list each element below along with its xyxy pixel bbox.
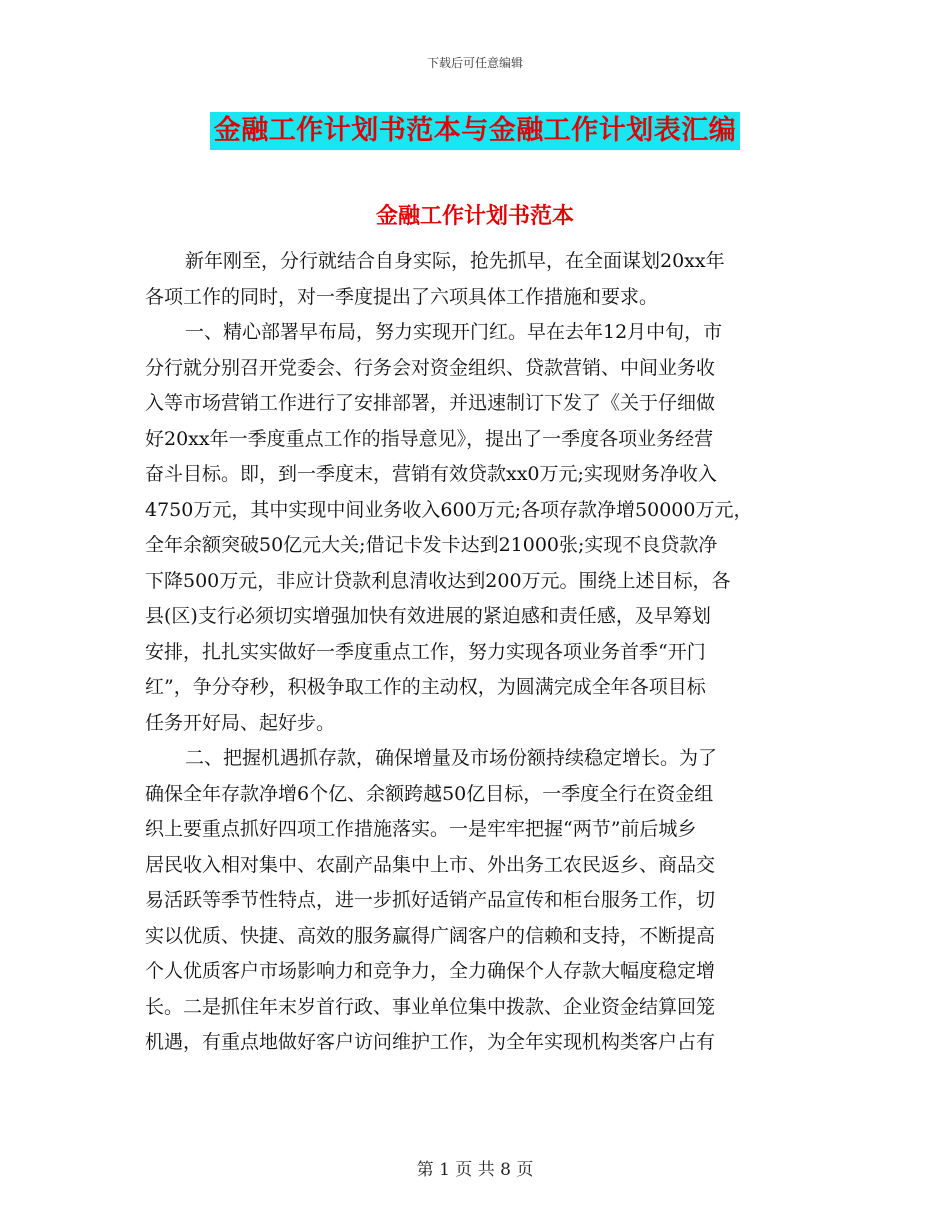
body-line: 全年余额突破50亿元大关;借记卡发卡达到21000张;实现不良贷款净: [145, 534, 718, 556]
body-line: 个人优质客户市场影响力和竞争力，全力确保个人存款大幅度稳定增: [145, 960, 716, 982]
body-line: 红”，争分夺秒，积极争取工作的主动权，为圆满完成全年各项目标: [145, 676, 706, 698]
body-line: 易活跃等季节性特点，进一步抓好适销产品宣传和柜台服务工作，切: [145, 889, 716, 911]
body-line: 各项工作的同时，对一季度提出了六项具体工作措施和要求。: [145, 285, 659, 308]
body-line: 居民收入相对集中、农副产品集中上市、外出务工农民返乡、商品交: [145, 853, 716, 876]
body-line: 下降500万元，非应计贷款利息清收达到200万元。围绕上述目标，各: [145, 569, 731, 592]
main-title: [0, 112, 950, 150]
main-title-text: 金融工作计划书范本与金融工作计划表汇编: [210, 112, 741, 150]
body-line: 奋斗目标。即，到一季度末，营销有效贷款xx0万元;实现财务净收入: [145, 463, 717, 485]
body-line: 安排，扎扎实实做好一季度重点工作，努力实现各项业务首季“开门: [145, 640, 706, 663]
body-line: 县(区)支行必须切实增强加快有效进展的紧迫感和责任感，及早筹划: [145, 605, 711, 627]
body-line: 长。二是抓住年末岁首行政、事业单位集中拨款、企业资金结算回笼: [145, 995, 716, 1018]
sub-title: 金融工作计划书范本: [375, 203, 574, 229]
body-line: 好20xx年一季度重点工作的指导意见》，提出了一季度各项业务经营: [145, 427, 714, 450]
body-line: 任务开好局、起好步。: [145, 711, 336, 734]
body-line: 分行就分别召开党委会、行务会对资金组织、贷款营销、中间业务收: [145, 356, 716, 379]
body-line: 确保全年存款净增6个亿、余额跨越50亿目标，一季度全行在资金组: [145, 782, 714, 805]
body-line: 机遇，有重点地做好客户访问维护工作，为全年实现机构类客户占有: [145, 1031, 716, 1053]
body-line: 一、精心部署早布局，努力实现开门红。早在去年12月中旬，市: [185, 321, 723, 343]
page-number: 第 1 页 共 8 页: [416, 1160, 534, 1180]
document-body: [145, 244, 813, 1061]
body-line: 4750万元，其中实现中间业务收入600万元;各项存款净增50000万元，: [145, 498, 753, 521]
header-note: 下载后可任意编辑: [426, 56, 523, 70]
body-line: 新年刚至，分行就结合自身实际，抢先抓早，在全面谋划20xx年: [185, 250, 725, 272]
body-line: 入等市场营销工作进行了安排部署，并迅速制订下发了《关于仔细做: [145, 392, 716, 414]
body-line: 二、把握机遇抓存款，确保增量及市场份额持续稳定增长。为了: [185, 747, 718, 769]
body-line: 实以优质、快捷、高效的服务赢得广阔客户的信赖和支持，不断提高: [145, 924, 716, 947]
body-line: 织上要重点抓好四项工作措施落实。一是牢牢把握“两节”前后城乡: [145, 818, 697, 840]
